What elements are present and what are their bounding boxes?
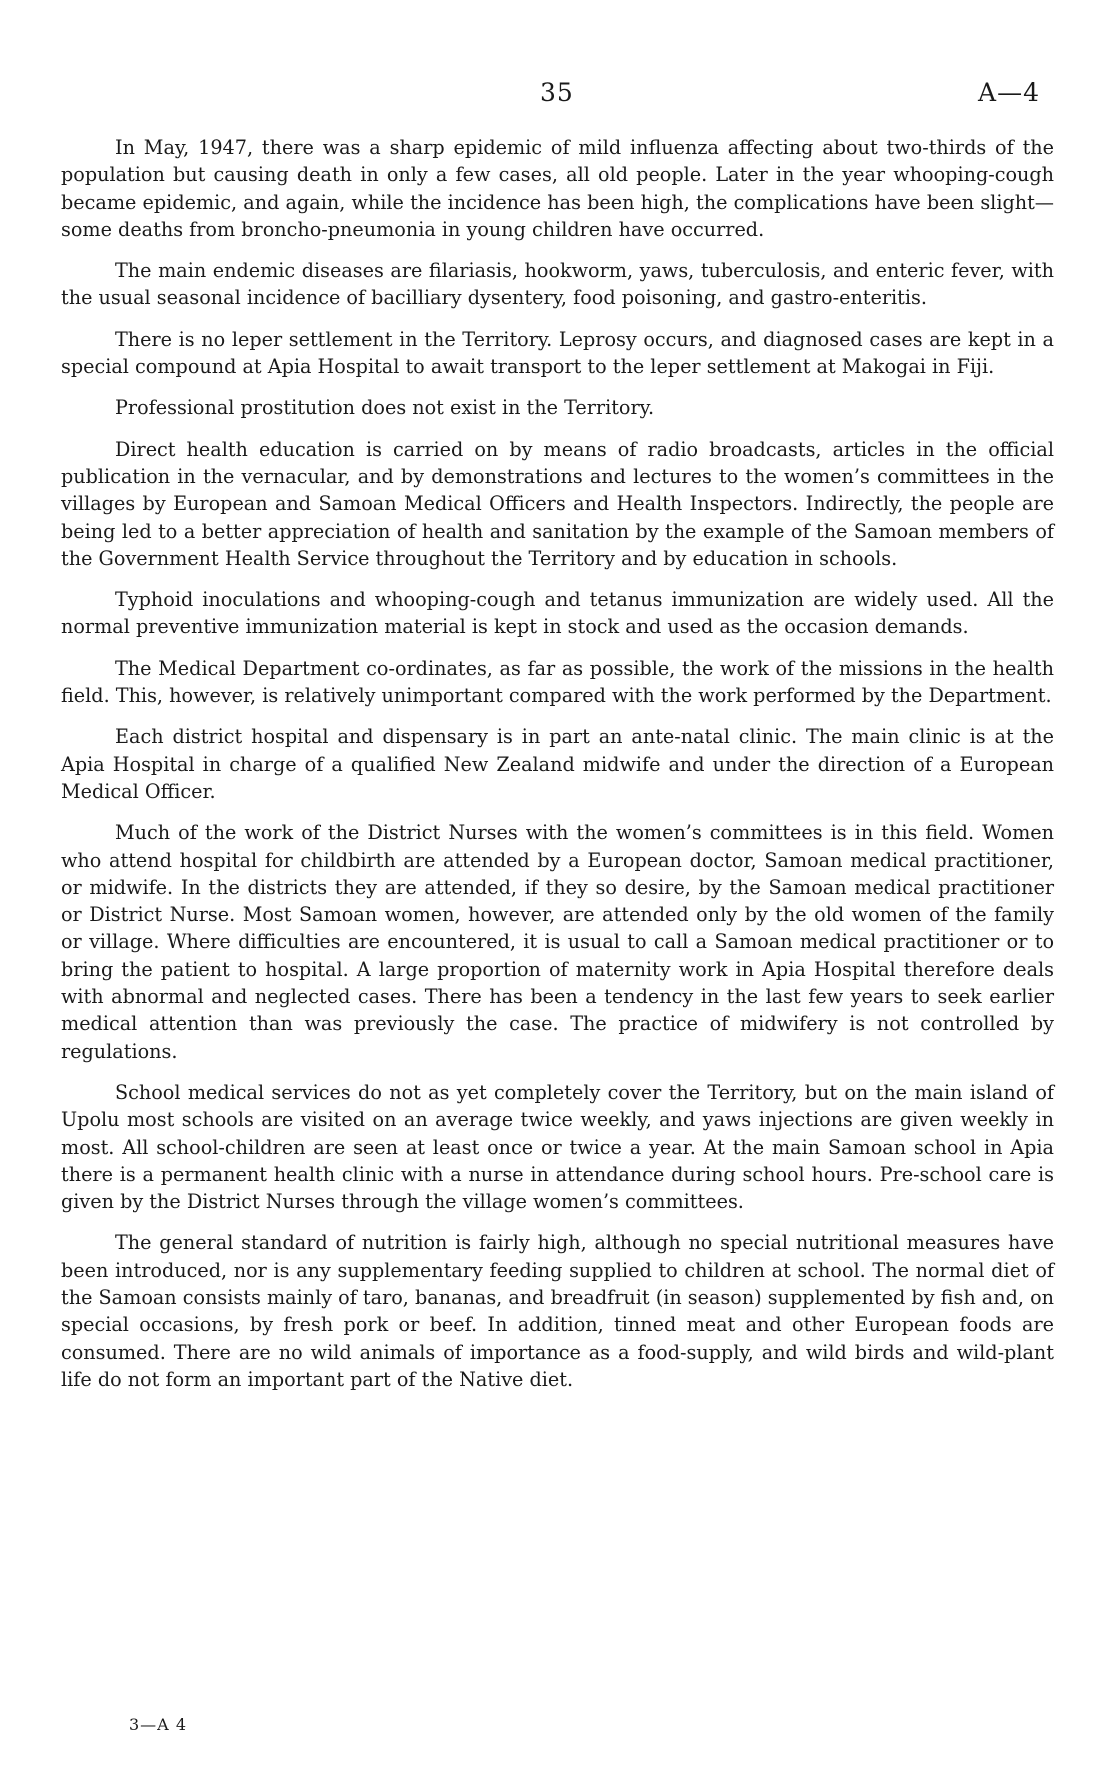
paragraph-immunization: Typhoid inoculations and whooping-cough and tetanus immunization are widely used. All the normal preventive immunization material is kept in stock and used as the occasion demands. bbox=[61, 588, 1054, 639]
paragraph-influenza-epidemic: In May, 1947, there was a sharp epidemic of mild influenza affecting about two-thirds of the population but causing death in only a few cases, all old people. Later in the year whooping-cough became epidemic, and again, while the incidence has been high, the complications have been slight—some deaths from broncho-pneumonia in young children have occurred. bbox=[61, 136, 1054, 241]
document-reference: A—4 bbox=[978, 78, 1040, 107]
paragraph-missions: The Medical Department co-ordinates, as far as possible, the work of the missions in the health field. This, however, is relatively unimportant compared with the work performed by the Department. bbox=[61, 656, 1054, 708]
paragraph-health-education: Direct health education is carried on by means of radio broadcasts, articles in the official publication in the vernacular, and by demonstrations and lectures to the women’s committees in the villages by European and Samoan Medical Officers and Health Inspectors. Indirectly, the people are being led to a better appreciation of health and sanitation by the example of the Samoan members of the Government Health Service throughout the Territory and by education in schools. bbox=[61, 437, 1054, 570]
paragraph-school-medical-services: School medical services do not as yet completely cover the Territory, but on the main island of Upolu most schools are visited on an average twice weekly, and yaws injections are given weekly in most. All school-children are seen at least once or twice a year. At the main Samoan school in Apia there is a permanent health clinic with a nurse in attendance during school hours. Pre-school care is given by the District Nurses through the village women’s committees. bbox=[61, 1080, 1054, 1214]
page-number: 35 bbox=[540, 78, 574, 107]
footer-signature: 3—A 4 bbox=[129, 1715, 187, 1734]
paragraph-ante-natal-clinic: Each district hospital and dispensary is in part an ante-natal clinic. The main clinic is at the Apia Hospital in charge of a qualified New Zealand midwife and under the direction of a European Medical Officer. bbox=[61, 725, 1054, 803]
paragraph-nutrition: The general standard of nutrition is fairly high, although no special nutritional measures have been introduced, nor is any supplementary feeding supplied to children at school. The normal diet of the Samoan consists mainly of taro, bananas, and breadfruit (in season) supplemented by fish and, on special occasions, by fresh pork or beef. In addition, tinned meat and other European foods are consumed. There are no wild animals of importance as a food-supply, and wild birds and wild-plant life do not form an important part of the Native diet. bbox=[61, 1231, 1054, 1391]
paragraph-maternity: Much of the work of the District Nurses with the women’s committees is in this field. Women who attend hospital for childbirth are attended by a European doctor, Samoan medical practitioner, or midwife. In the districts they are attended, if they so desire, by the Samoan medical practitioner or District Nurse. Most Samoan women, however, are attended only by the old women of the family or village. Where difficulties are encountered, it is usual to call a Samoan medical practitioner or to bring the patient to hospital. A large proportion of maternity work in Apia Hospital therefore deals with abnormal and neglected cases. There has been a tendency in the last few years to seek earlier medical attention than was previously the case. The practice of midwifery is not controlled by regulations. bbox=[61, 821, 1054, 1063]
body-text bbox=[61, 134, 1054, 1407]
paragraph-prostitution: Professional prostitution does not exist in the Territory. bbox=[115, 396, 655, 420]
paragraph-endemic-diseases: The main endemic diseases are filariasis, hookworm, yaws, tuberculosis, and enteric fever, with the usual seasonal incidence of bacilliary dysentery, food poisoning, and gastro-enteritis. bbox=[61, 259, 1054, 310]
paragraph-leprosy: There is no leper settlement in the Territory. Leprosy occurs, and diagnosed cases are kept in a special compound at Apia Hospital to await transport to the leper settlement at Makogai in Fiji. bbox=[61, 327, 1054, 379]
